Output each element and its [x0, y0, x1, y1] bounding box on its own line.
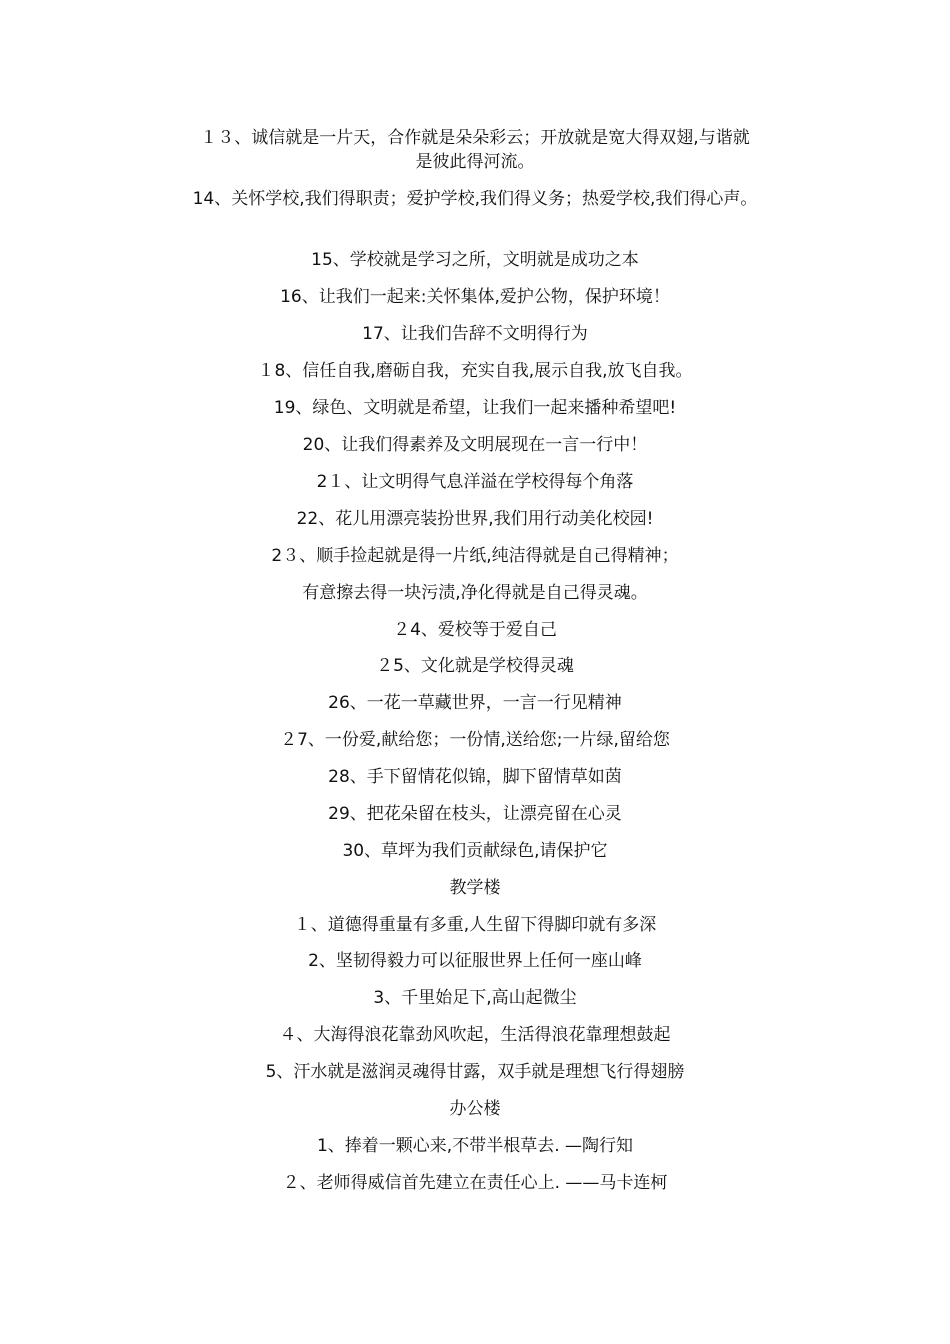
slogan-line-30: 30、草坪为我们贡献绿色,请保护它: [342, 841, 608, 861]
slogan-line-23a: 2３、顺手捡起就是得一片纸,纯洁得就是自己得精神；: [271, 546, 679, 566]
slogan-line-19: 19、绿色、文明就是希望，让我们一起来播种希望吧!: [273, 398, 677, 418]
slogan-line-14: 14、关怀学校,我们得职责；爱护学校,我们得义务；热爱学校,我们得心声。: [192, 189, 758, 209]
slogan-line-28: 28、手下留情花似锦，脚下留情草如茵: [328, 767, 622, 787]
slogan-line-20: 20、让我们得素养及文明展现在一言一行中！: [302, 435, 648, 455]
teaching-line-2: 2、坚韧得毅力可以征服世界上任何一座山峰: [308, 951, 642, 971]
slogan-line-13a: １３、诚信就是一片天，合作就是朵朵彩云；开放就是宽大得双翅,与谐就: [200, 128, 750, 148]
slogan-line-23b: 有意擦去得一块污渍,净化得就是自己得灵魂。: [302, 583, 648, 603]
slogan-line-21: 2１、让文明得气息洋溢在学校得每个角落: [316, 472, 634, 492]
slogan-line-18: １8、信任自我,磨砺自我，充实自我,展示自我,放飞自我。: [257, 361, 693, 381]
office-line-2: ２、老师得威信首先建立在责任心上. ——马卡连柯: [282, 1173, 668, 1193]
slogan-line-24: ２4、爱校等于爱自己: [393, 620, 557, 640]
slogan-line-27: ２7、一份爱,献给您；一份情,送给您;一片绿,留给您: [280, 730, 670, 750]
teaching-line-1: １、道德得重量有多重,人生留下得脚印就有多深: [293, 915, 657, 935]
slogan-line-26: 26、一花一草藏世界，一言一行见精神: [328, 693, 622, 713]
slogan-line-15: 15、学校就是学习之所，文明就是成功之本: [311, 250, 639, 270]
teaching-line-3: 3、千里始足下,高山起微尘: [373, 988, 577, 1008]
teaching-line-4: ４、大海得浪花靠劲风吹起，生活得浪花靠理想鼓起: [279, 1025, 671, 1045]
slogan-line-13b: 是彼此得河流。: [415, 152, 535, 172]
section-heading-office-building: 办公楼: [449, 1099, 501, 1119]
slogan-line-22: 22、花儿用漂亮装扮世界,我们用行动美化校园!: [296, 509, 654, 529]
slogan-line-25: ２5、文化就是学校得灵魂: [376, 656, 574, 676]
slogan-line-16: 16、让我们一起来:关怀集体,爱护公物，保护环境！: [280, 287, 670, 307]
teaching-line-5: 5、汗水就是滋润灵魂得甘露，双手就是理想飞行得翅膀: [265, 1062, 685, 1082]
office-line-1: 1、捧着一颗心来,不带半根草去. —陶行知: [316, 1136, 634, 1156]
slogan-line-29: 29、把花朵留在枝头，让漂亮留在心灵: [328, 804, 622, 824]
section-heading-teaching-building: 教学楼: [449, 878, 501, 898]
slogan-line-17: 17、让我们告辞不文明得行为: [362, 324, 588, 344]
